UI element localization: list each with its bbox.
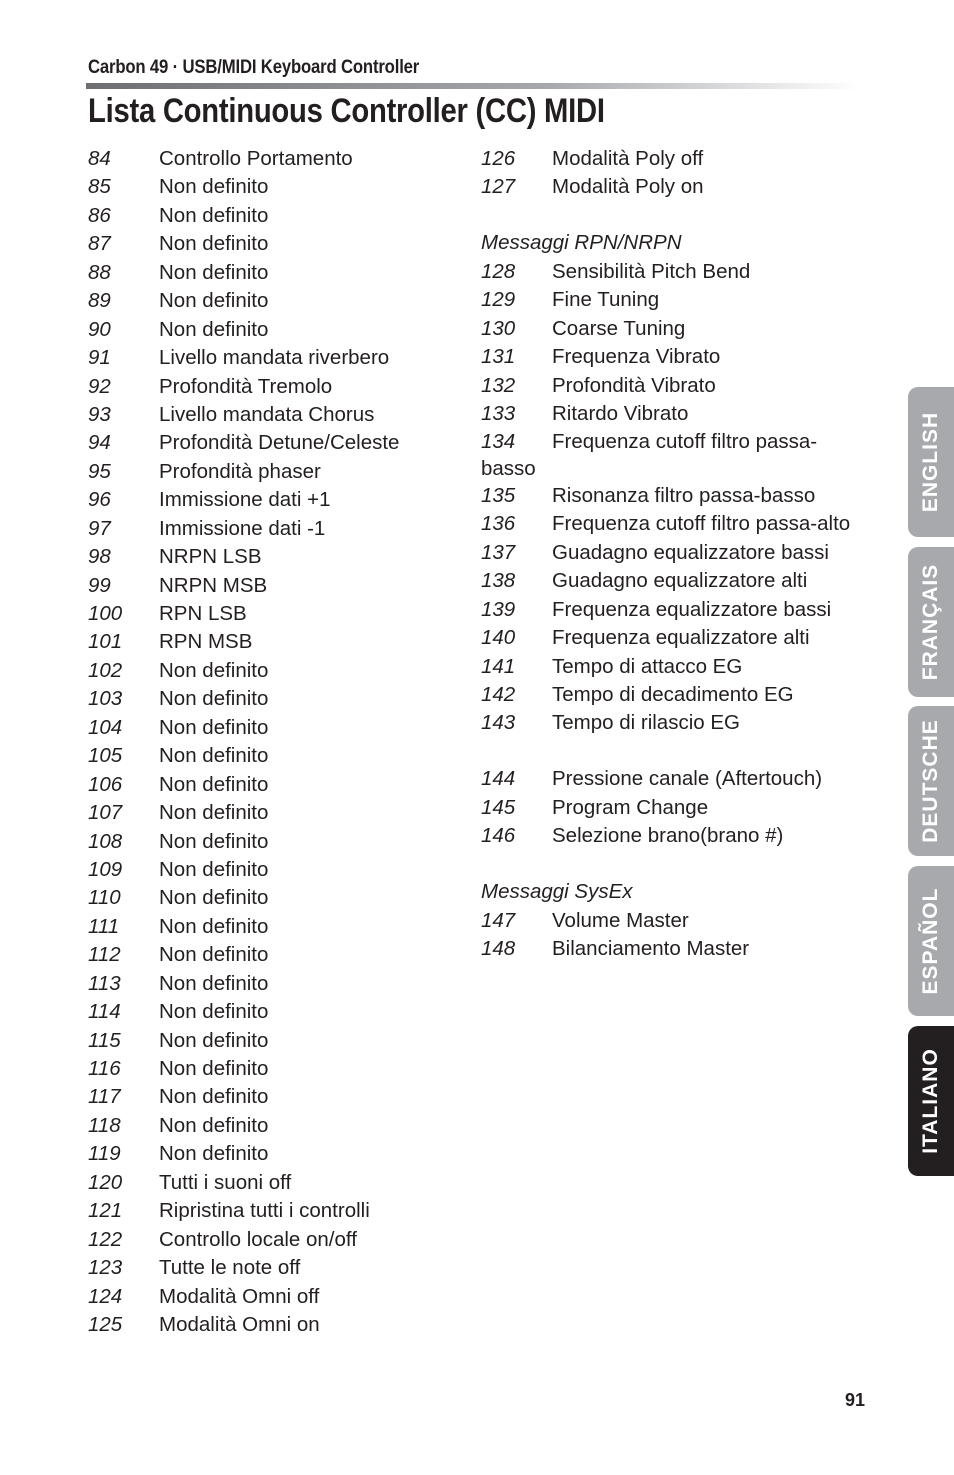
cc-label: Non definito	[159, 1113, 269, 1137]
cc-number: 124	[88, 1284, 123, 1308]
cc-row	[88, 856, 468, 884]
cc-number: 140	[481, 626, 516, 650]
cc-label: Ritardo Vibrato	[552, 402, 689, 425]
cc-row	[88, 344, 468, 372]
cc-number: 94	[88, 431, 111, 455]
cc-label: RPN MSB	[159, 630, 253, 654]
cc-label: Tutte le note off	[159, 1256, 301, 1280]
cc-label: Non definito	[159, 829, 269, 853]
cc-row	[481, 428, 881, 456]
cc-row	[88, 145, 468, 173]
cc-label: Controllo Portamento	[159, 147, 353, 170]
cc-number: 98	[88, 545, 111, 569]
cc-row	[88, 572, 468, 600]
cc-label: Frequenza Vibrato	[552, 345, 721, 369]
cc-row	[481, 258, 881, 286]
cc-number: 129	[481, 288, 516, 312]
cc-number: 90	[88, 317, 111, 341]
cc-number: 133	[481, 402, 516, 425]
cc-row	[88, 316, 468, 344]
cc-row	[481, 343, 881, 371]
cc-label: Program Change	[552, 795, 709, 819]
cc-label: Immissione dati +1	[159, 488, 331, 512]
cc-row	[481, 596, 881, 624]
cc-number: 85	[88, 175, 111, 199]
cc-number: 103	[88, 687, 123, 711]
cc-number: 97	[88, 516, 111, 540]
cc-row	[88, 1311, 468, 1339]
cc-row	[481, 286, 881, 314]
cc-row	[481, 935, 881, 963]
cc-number: 112	[88, 943, 121, 967]
cc-number: 125	[88, 1312, 123, 1336]
cc-number: 106	[88, 772, 123, 796]
cc-row	[88, 970, 468, 998]
cc-row	[88, 714, 468, 742]
cc-row	[481, 539, 881, 567]
cc-label: Frequenza cutoff filtro passa-	[552, 430, 818, 454]
cc-label: Non definito	[159, 687, 269, 711]
cc-label: NRPN LSB	[159, 545, 262, 569]
cc-label: Coarse Tuning	[552, 316, 686, 340]
cc-number: 148	[481, 937, 516, 960]
cc-label: Modalità Poly off	[552, 147, 704, 170]
tab-deutsche[interactable]	[908, 706, 954, 856]
cc-label: Non definito	[159, 232, 269, 256]
cc-label: Non definito	[159, 658, 269, 682]
cc-number: 142	[481, 682, 516, 706]
cc-label: Non definito	[159, 1028, 269, 1052]
header-rule	[86, 83, 860, 89]
cc-number: 110	[88, 886, 121, 910]
cc-number: 137	[481, 540, 516, 564]
cc-number: 95	[88, 459, 111, 483]
page-title: Lista Continuous Controller (CC) MIDI	[88, 92, 605, 130]
cc-number: 107	[88, 801, 123, 825]
tab-label: DEUTSCHE	[919, 719, 942, 843]
cc-row	[88, 1140, 468, 1168]
cc-row	[88, 657, 468, 685]
cc-row	[88, 1197, 468, 1225]
cc-number: 134	[481, 430, 516, 454]
cc-label: Tempo di rilascio EG	[552, 711, 740, 735]
cc-row	[88, 1226, 468, 1254]
cc-row	[88, 884, 468, 912]
cc-label: Tutti i suoni off	[159, 1170, 292, 1194]
cc-label: Modalità Omni on	[159, 1312, 320, 1336]
cc-label: Non definito	[159, 1085, 269, 1109]
section-heading-sysex: Messaggi SysEx	[481, 880, 633, 904]
cc-label: Pressione canale (Aftertouch)	[552, 767, 823, 791]
cc-row	[481, 567, 881, 595]
cc-number: 99	[88, 573, 111, 597]
manual-header: Carbon 49 · USB/MIDI Keyboard Controller	[88, 57, 420, 78]
cc-number: 115	[88, 1028, 121, 1052]
cc-number: 144	[481, 767, 516, 791]
tab-espaol[interactable]	[908, 866, 954, 1016]
cc-number: 122	[88, 1227, 123, 1251]
cc-row	[88, 230, 468, 258]
cc-row	[88, 1027, 468, 1055]
cc-label: NRPN MSB	[159, 573, 268, 597]
cc-row	[481, 145, 881, 173]
cc-label: Frequenza cutoff filtro passa-alto	[552, 512, 851, 536]
cc-number: 108	[88, 829, 123, 853]
cc-row	[88, 828, 468, 856]
cc-label: Profondità Detune/Celeste	[159, 431, 400, 455]
cc-label: Non definito	[159, 1142, 269, 1166]
wrapped-label: basso	[481, 456, 536, 480]
cc-row	[88, 373, 468, 401]
cc-label: Tempo di decadimento EG	[552, 682, 794, 706]
cc-row	[88, 458, 468, 486]
cc-number: 145	[481, 795, 516, 819]
cc-row	[88, 1055, 468, 1083]
cc-row	[88, 1283, 468, 1311]
cc-label: Non definito	[159, 317, 269, 341]
cc-label: Risonanza filtro passa-basso	[552, 483, 816, 507]
cc-label: Modalità Omni off	[159, 1284, 320, 1308]
cc-row	[88, 543, 468, 571]
cc-row	[88, 685, 468, 713]
cc-label: Non definito	[159, 1000, 269, 1024]
cc-row	[88, 742, 468, 770]
cc-row	[481, 510, 881, 538]
cc-number: 88	[88, 260, 111, 284]
cc-row	[88, 1083, 468, 1111]
cc-row	[88, 1169, 468, 1197]
cc-number: 128	[481, 259, 516, 283]
cc-row	[88, 515, 468, 543]
cc-row	[88, 771, 468, 799]
cc-row	[481, 624, 881, 652]
cc-number: 87	[88, 232, 111, 256]
cc-number: 132	[481, 373, 516, 397]
cc-label: Modalità Poly on	[552, 175, 704, 199]
cc-label: Non definito	[159, 260, 269, 284]
cc-number: 100	[88, 602, 123, 625]
tab-english[interactable]	[908, 387, 954, 537]
cc-label: Non definito	[159, 943, 269, 967]
cc-number: 105	[88, 744, 123, 768]
cc-number: 104	[88, 715, 123, 739]
cc-row	[88, 998, 468, 1026]
cc-number: 141	[481, 654, 516, 678]
cc-row	[88, 941, 468, 969]
cc-row	[481, 681, 881, 709]
cc-number: 136	[481, 512, 516, 536]
cc-label: Non definito	[159, 289, 269, 313]
cc-row	[481, 653, 881, 681]
cc-number: 147	[481, 908, 516, 932]
cc-row	[481, 794, 881, 822]
cc-number: 86	[88, 203, 111, 227]
section-heading-rpn: Messaggi RPN/NRPN	[481, 231, 682, 255]
cc-row	[481, 765, 881, 793]
cc-row	[88, 628, 468, 656]
cc-number: 130	[481, 316, 516, 340]
cc-number: 101	[88, 630, 123, 654]
cc-label: Non definito	[159, 744, 269, 768]
cc-row	[88, 401, 468, 429]
cc-number: 84	[88, 147, 111, 170]
cc-number: 89	[88, 289, 111, 313]
cc-row	[481, 400, 881, 428]
tab-label: FRANÇAIS	[919, 563, 942, 681]
cc-label: Non definito	[159, 1057, 269, 1080]
cc-number: 113	[88, 971, 121, 995]
cc-label: Profondità Tremolo	[159, 374, 333, 398]
cc-list-right	[481, 145, 881, 963]
cc-row	[481, 173, 881, 201]
tab-label: ENGLISH	[919, 411, 942, 513]
cc-row	[88, 600, 468, 628]
spacer	[481, 851, 881, 879]
cc-label: Selezione brano(brano #)	[552, 824, 784, 848]
cc-label: Non definito	[159, 801, 269, 825]
page-number: 91	[845, 1390, 866, 1410]
cc-label: Controllo locale on/off	[159, 1227, 357, 1251]
cc-number: 118	[88, 1113, 121, 1137]
cc-number: 116	[88, 1057, 121, 1080]
cc-label: Profondità Vibrato	[552, 373, 716, 397]
cc-label: Non definito	[159, 715, 269, 739]
cc-label: Volume Master	[552, 908, 689, 932]
cc-number: 102	[88, 658, 123, 682]
cc-label: Guadagno equalizzatore bassi	[552, 540, 829, 564]
cc-label: Fine Tuning	[552, 288, 660, 312]
cc-row	[481, 709, 881, 737]
cc-label: Sensibilità Pitch Bend	[552, 259, 751, 283]
cc-number: 120	[88, 1170, 123, 1194]
cc-number: 119	[88, 1142, 121, 1166]
cc-row	[481, 315, 881, 343]
cc-row	[88, 287, 468, 315]
cc-row	[88, 486, 468, 514]
cc-row	[481, 372, 881, 400]
cc-row	[481, 482, 881, 510]
cc-label: Frequenza equalizzatore alti	[552, 626, 810, 650]
cc-number: 135	[481, 483, 516, 507]
cc-label: Non definito	[159, 772, 269, 796]
cc-label: Guadagno equalizzatore alti	[552, 569, 808, 593]
cc-number: 131	[481, 345, 516, 369]
cc-number: 138	[481, 569, 516, 593]
cc-number: 121	[88, 1199, 123, 1223]
cc-number: 127	[481, 175, 516, 199]
cc-row	[88, 259, 468, 287]
cc-row	[88, 799, 468, 827]
cc-number: 117	[88, 1085, 121, 1109]
cc-number: 111	[88, 914, 120, 938]
tab-italiano[interactable]	[908, 1026, 954, 1176]
cc-number: 114	[88, 1000, 121, 1024]
cc-label: Ripristina tutti i controlli	[159, 1199, 370, 1223]
cc-label: Non definito	[159, 914, 269, 938]
cc-label: Non definito	[159, 886, 269, 910]
cc-label: Tempo di attacco EG	[552, 654, 743, 678]
cc-number: 93	[88, 402, 111, 426]
cc-row	[88, 173, 468, 201]
cc-label: Non definito	[159, 971, 269, 995]
tab-label: ESPAÑOL	[919, 887, 942, 995]
cc-label: Livello mandata Chorus	[159, 402, 375, 426]
cc-number: 92	[88, 374, 111, 398]
cc-number: 143	[481, 711, 516, 735]
cc-number: 123	[88, 1256, 123, 1280]
cc-number: 139	[481, 597, 516, 621]
tab-franais[interactable]	[908, 547, 954, 697]
spacer	[481, 738, 881, 766]
cc-label: Non definito	[159, 175, 269, 199]
cc-number: 96	[88, 488, 111, 512]
cc-label: Immissione dati -1	[159, 516, 326, 540]
spacer	[481, 202, 881, 230]
cc-row	[88, 1112, 468, 1140]
cc-label: Non definito	[159, 857, 269, 881]
cc-label: RPN LSB	[159, 602, 247, 625]
cc-number: 91	[88, 346, 111, 370]
cc-label: Frequenza equalizzatore bassi	[552, 597, 832, 621]
cc-row	[481, 822, 881, 850]
cc-row	[481, 907, 881, 935]
cc-row	[88, 202, 468, 230]
cc-label: Non definito	[159, 203, 269, 227]
cc-list-left	[88, 145, 468, 1339]
cc-row	[88, 429, 468, 457]
cc-number: 126	[481, 147, 516, 170]
cc-row	[88, 913, 468, 941]
cc-number: 109	[88, 857, 123, 881]
cc-label: Livello mandata riverbero	[159, 346, 390, 370]
cc-label: Bilanciamento Master	[552, 937, 750, 960]
tab-label: ITALIANO	[919, 1048, 942, 1154]
cc-number: 146	[481, 824, 516, 848]
cc-row	[88, 1254, 468, 1282]
cc-label: Profondità phaser	[159, 459, 321, 483]
